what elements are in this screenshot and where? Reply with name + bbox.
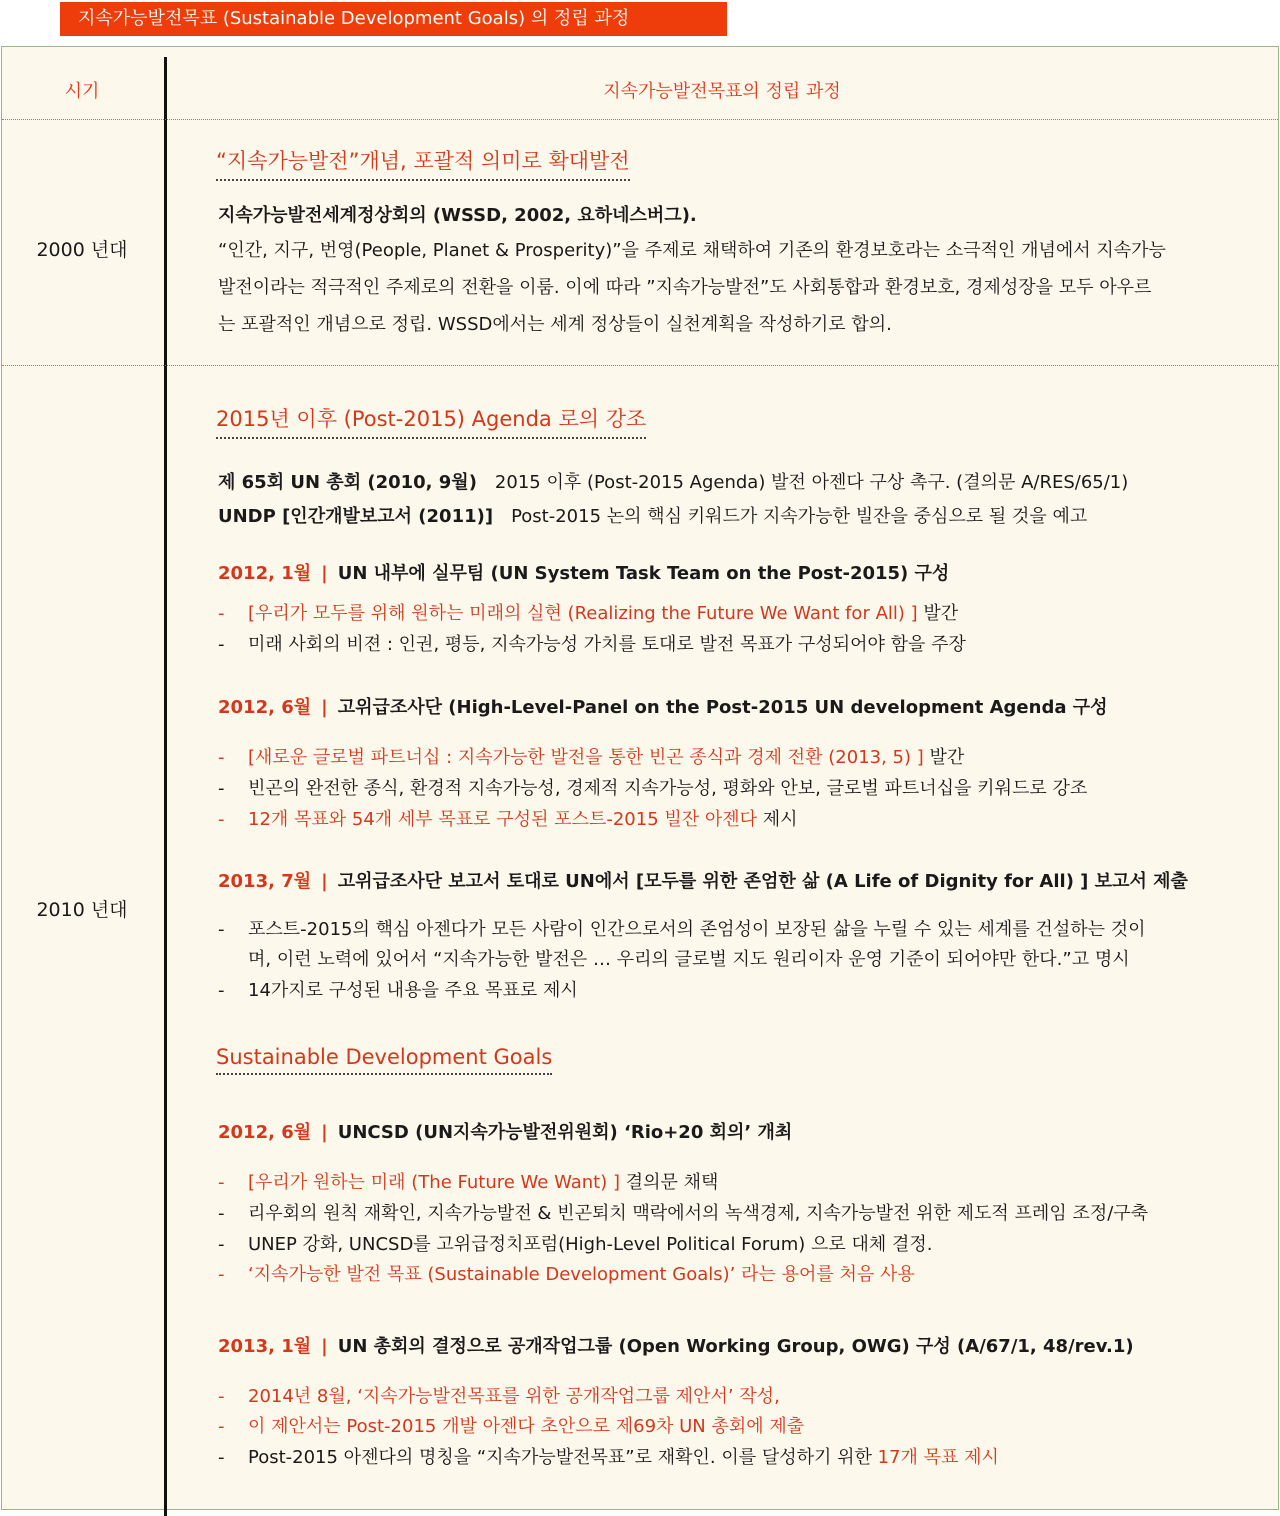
bullet-item: - [새로운 글로벌 파트너십 : 지속가능한 발전을 통한 빈곤 종식과 경제 전환 (2013, 5) ] 발간 xyxy=(218,747,965,768)
page-title: 지속가능발전목표 (Sustainable Development Goals) 의 정립 과정 xyxy=(60,2,727,36)
period-2000s: 2000 년대 xyxy=(36,239,128,261)
event-title: UNCSD (UN지속가능발전위원회) ‘Rio+20 회의’ 개최 xyxy=(337,1122,793,1143)
row-divider xyxy=(2,119,1278,120)
bullet-continuation: 며, 이런 노력에 있어서 “지속가능한 발전은 … 우리의 글로벌 지도 원리이자 운영 기준이 되어야만 한다.”고 명시 xyxy=(248,949,1130,970)
section-heading: Sustainable Development Goals xyxy=(216,1045,552,1075)
header-process: 지속가능발전목표의 정립 과정 xyxy=(603,81,841,102)
intro-line xyxy=(218,502,1087,528)
column-divider xyxy=(164,57,167,1516)
event-separator: | xyxy=(321,1122,328,1143)
event-heading xyxy=(218,693,1108,719)
bullet-item: - 포스트-2015의 핵심 아젠다가 모든 사람이 인간으로서의 존엄성이 보장된 삶을 누릴 수 있는 세계를 건설하는 것이 xyxy=(218,919,1146,940)
event-heading xyxy=(218,1118,792,1144)
event-separator: | xyxy=(321,563,328,584)
intro-label: UNDP [인간개발보고서 (2011)] xyxy=(218,506,494,527)
event-heading xyxy=(218,867,1188,893)
intro-text: 2015 이후 (Post-2015 Agenda) 발전 아젠다 구상 촉구. (결의문 A/RES/65/1) xyxy=(494,472,1129,493)
bullet-item: - 이 제안서는 Post-2015 개발 아젠다 초안으로 제69차 UN 총회에 제출 xyxy=(218,1416,805,1437)
paragraph-line: 발전이라는 적극적인 주제로의 전환을 이룸. 이에 따라 ”지속가능발전”도 사회통합과 환경보호, 경제성장을 모두 아우르 xyxy=(218,277,1152,298)
bullet-item: - 12개 목표와 54개 세부 목표로 구성된 포스트-2015 빌잔 아젠다 제시 xyxy=(218,809,798,830)
event-date: 2012, 6월 xyxy=(218,697,312,718)
event-date: 2013, 1월 xyxy=(218,1336,312,1357)
bullet-item: - 2014년 8월, ‘지속가능발전목표를 위한 공개작업그룹 제안서’ 작성, xyxy=(218,1386,780,1407)
bullet-item: - UNEP 강화, UNCSD를 고위급정치포럼(High-Level Political Forum) 으로 대체 결정. xyxy=(218,1234,933,1255)
bullet-item: - 빈곤의 완전한 종식, 환경적 지속가능성, 경제적 지속가능성, 평화와 안보, 글로벌 파트너십을 키워드로 강조 xyxy=(218,778,1088,799)
event-title: UN 총회의 결정으로 공개작업그룹 (Open Working Group, OWG) 구성 (A/67/1, 48/rev.1) xyxy=(337,1336,1134,1357)
intro-label: 제 65회 UN 총회 (2010, 9월) xyxy=(218,472,477,493)
event-date: 2012, 6월 xyxy=(218,1122,312,1143)
row-divider xyxy=(2,365,1278,366)
timeline-table xyxy=(1,46,1279,1510)
event-separator: | xyxy=(321,871,328,892)
event-separator: | xyxy=(321,1336,328,1357)
paragraph-line: 는 포괄적인 개념으로 정립. WSSD에서는 세계 정상들이 실천계획을 작성하기로 합의. xyxy=(218,314,892,335)
event-date: 2013, 7월 xyxy=(218,871,312,892)
bullet-item: - 미래 사회의 비젼 : 인권, 평등, 지속가능성 가치를 토대로 발전 목표가 구성되어야 함을 주장 xyxy=(218,634,966,655)
event-separator: | xyxy=(321,697,328,718)
intro-line xyxy=(218,468,1128,494)
bullet-item: - ‘지속가능한 발전 목표 (Sustainable Development Goals)’ 라는 용어를 처음 사용 xyxy=(218,1264,915,1285)
event-title: 고위급조사단 보고서 토대로 UN에서 [모두를 위한 존엄한 삶 (A Life of Dignity for All) ] 보고서 제출 xyxy=(337,871,1188,892)
paragraph-line: “인간, 지구, 번영(People, Planet & Prosperity)”을 주제로 채택하여 기존의 환경보호라는 소극적인 개념에서 지속가능 xyxy=(218,240,1166,261)
event-title: UN 내부에 실무팀 (UN System Task Team on the Post-2015) 구성 xyxy=(337,563,950,584)
bullet-item: - 리우회의 원칙 재확인, 지속가능발전 & 빈곤퇴치 맥락에서의 녹색경제, 지속가능발전 위한 제도적 프레임 조정/구축 xyxy=(218,1203,1149,1224)
section-heading: “지속가능발전”개념, 포괄적 의미로 확대발전 xyxy=(216,145,630,181)
bullet-item: - [우리가 모두를 위해 원하는 미래의 실현 (Realizing the Future We Want for All) ] 발간 xyxy=(218,603,959,624)
header-period: 시기 xyxy=(64,81,100,102)
section-heading: 2015년 이후 (Post-2015) Agenda 로의 강조 xyxy=(216,403,646,439)
period-2010s: 2010 년대 xyxy=(36,899,128,921)
event-date: 2012, 1월 xyxy=(218,563,312,584)
bullet-item: - 14가지로 구성된 내용을 주요 목표로 제시 xyxy=(218,980,578,1001)
intro-text: Post-2015 논의 핵심 키워드가 지속가능한 빌잔을 중심으로 될 것을 예고 xyxy=(511,506,1088,527)
bullet-item: - Post-2015 아젠다의 명칭을 “지속가능발전목표”로 재확인. 이를 달성하기 위한 17개 목표 제시 xyxy=(218,1447,999,1468)
bullet-item: - [우리가 원하는 미래 (The Future We Want) ] 결의문 채택 xyxy=(218,1172,719,1193)
event-title: 고위급조사단 (High-Level-Panel on the Post-2015 UN development Agenda 구성 xyxy=(337,697,1108,718)
event-heading xyxy=(218,559,949,585)
event-heading xyxy=(218,1332,1134,1358)
event-title: 지속가능발전세계정상회의 (WSSD, 2002, 요하네스버그). xyxy=(218,205,697,226)
